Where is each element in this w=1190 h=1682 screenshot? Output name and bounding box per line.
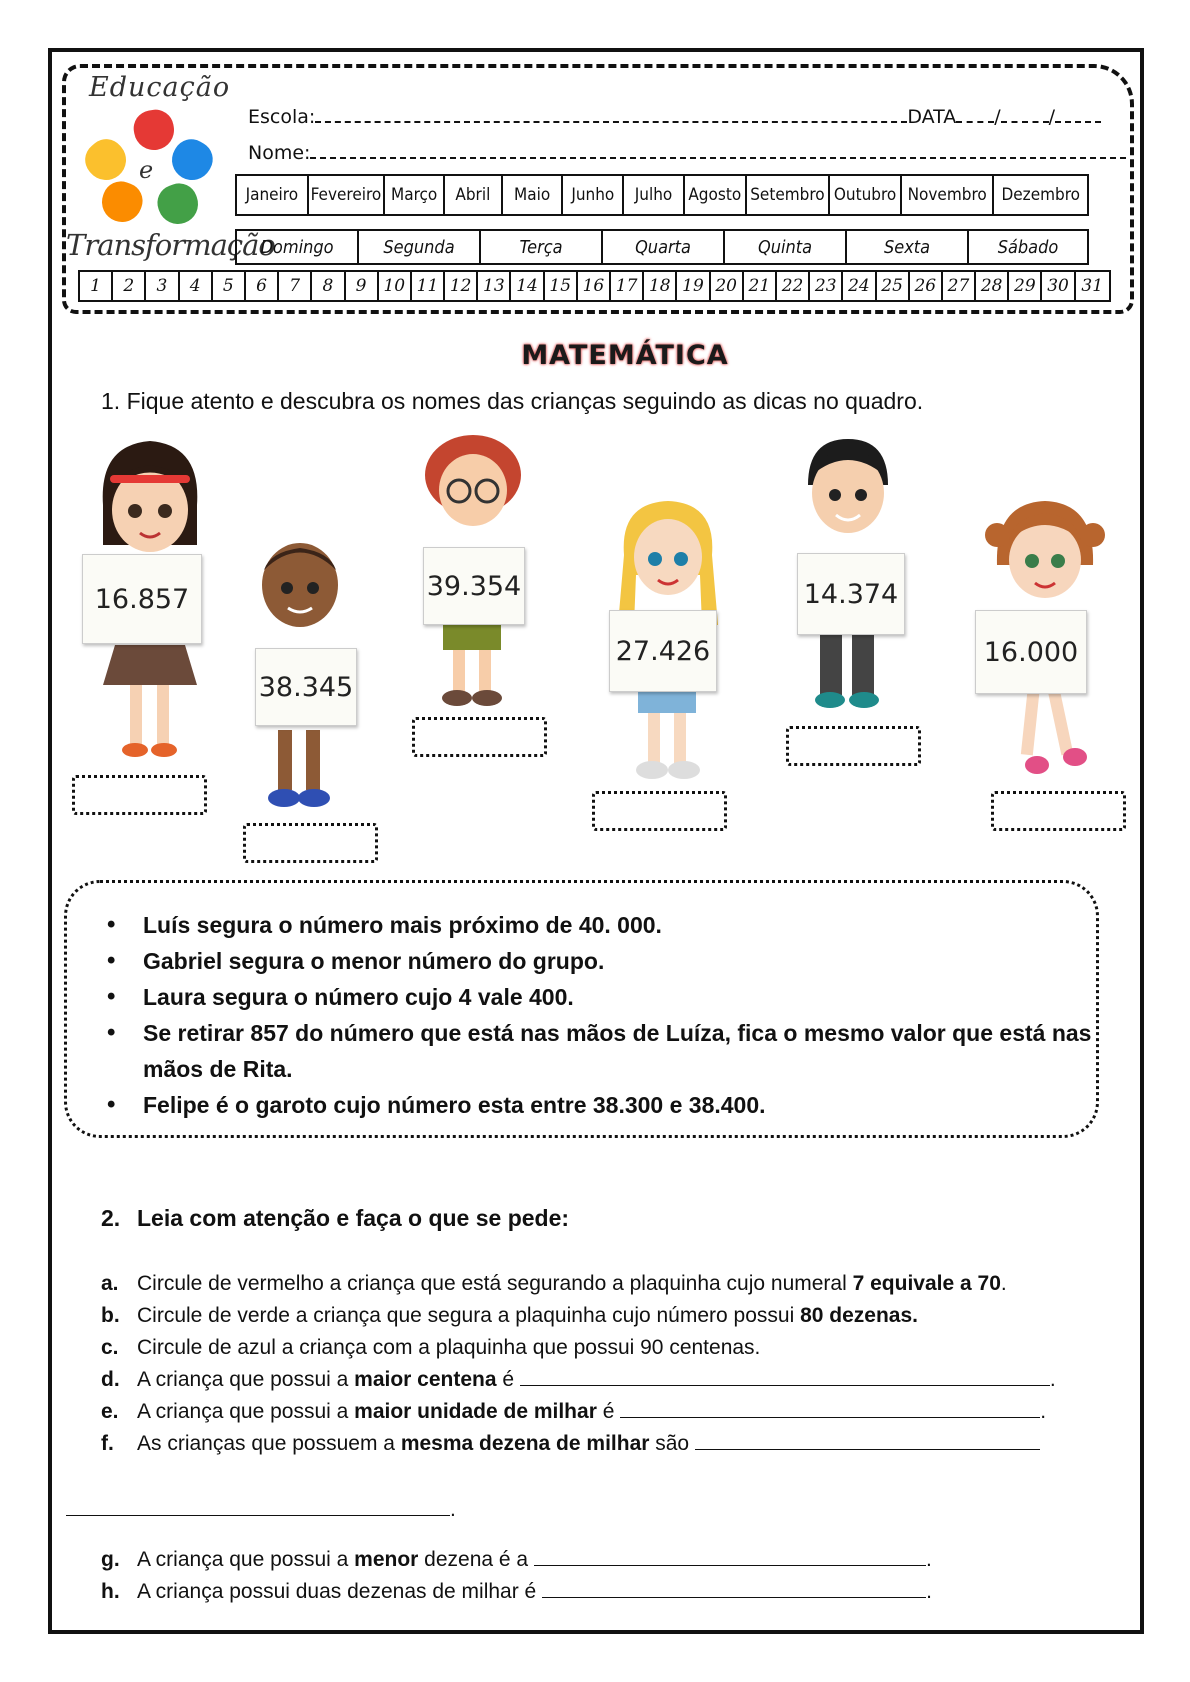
hint-item: • Se retirar 857 do número que está nas mãos de Luíza, fica o mesmo valor que está nas mãos de Rita. xyxy=(105,1015,1095,1087)
day-cell[interactable]: 12 xyxy=(445,272,478,300)
question-2-items-cont xyxy=(101,1544,1101,1608)
day-cell[interactable]: 6 xyxy=(246,272,279,300)
question-2-title: Leia com atenção e faça o que se pede: xyxy=(137,1205,570,1231)
day-cell[interactable]: 4 xyxy=(180,272,213,300)
answer-line-f[interactable] xyxy=(695,1429,1040,1450)
month-cell[interactable]: Setembro xyxy=(747,176,831,214)
logo-top-text: Educação xyxy=(89,72,231,103)
name-field[interactable] xyxy=(310,143,1126,159)
weekday-cell[interactable]: Quinta xyxy=(725,231,847,263)
item-f: f. As crianças que possuem a mesma dezena de milhar são xyxy=(101,1428,1101,1460)
hints-list xyxy=(105,907,1095,1123)
month-cell[interactable]: Abril xyxy=(445,176,503,214)
question-1-text: 1. Fique atento e descubra os nomes das crianças seguindo as dicas no quadro. xyxy=(101,388,924,414)
day-cell[interactable]: 28 xyxy=(976,272,1009,300)
day-cell[interactable]: 5 xyxy=(213,272,246,300)
day-cell[interactable]: 17 xyxy=(611,272,644,300)
weekday-cell[interactable]: Segunda xyxy=(359,231,481,263)
answer-line-e[interactable] xyxy=(620,1397,1040,1418)
item-h: h. A criança possui duas dezenas de milhar é . xyxy=(101,1576,1101,1608)
day-cell[interactable]: 11 xyxy=(412,272,445,300)
question-2-heading xyxy=(101,1205,569,1232)
month-cell[interactable]: Agosto xyxy=(685,176,747,214)
date-day-field[interactable] xyxy=(956,107,994,123)
school-field[interactable] xyxy=(315,107,907,123)
item-c: c. Circule de azul a criança com a plaquinha que possui 90 centenas. xyxy=(101,1336,761,1359)
school-label: Escola: xyxy=(248,106,316,128)
kid-4-answer-box[interactable] xyxy=(592,791,727,831)
item-d: d. A criança que possui a maior centena é . xyxy=(101,1364,1101,1396)
day-cell[interactable]: 14 xyxy=(511,272,544,300)
item-b: b. Circule de verde a criança que segura a plaquinha cujo número possui 80 dezenas. xyxy=(101,1304,918,1327)
hand-orange-icon xyxy=(96,176,147,227)
weekday-cell[interactable]: Sexta xyxy=(847,231,969,263)
day-cell[interactable]: 15 xyxy=(545,272,578,300)
date-year-field[interactable] xyxy=(1055,107,1101,123)
kid-2-sign: 38.345 xyxy=(255,648,357,726)
day-cell[interactable]: 21 xyxy=(744,272,777,300)
day-cell[interactable]: 30 xyxy=(1042,272,1075,300)
day-cell[interactable]: 26 xyxy=(910,272,943,300)
day-cell[interactable]: 7 xyxy=(279,272,312,300)
day-cell[interactable]: 24 xyxy=(843,272,876,300)
name-label: Nome: xyxy=(248,142,311,164)
day-cell[interactable]: 3 xyxy=(146,272,179,300)
item-g: g. A criança que possui a menor dezena é a . xyxy=(101,1544,1101,1576)
item-f-continuation: . xyxy=(66,1495,456,1522)
weekdays-row xyxy=(235,229,1089,265)
hand-red-icon xyxy=(131,107,177,153)
day-cell[interactable]: 27 xyxy=(943,272,976,300)
hand-yellow-icon xyxy=(78,132,134,188)
kid-5-sign: 14.374 xyxy=(797,553,905,635)
day-cell[interactable]: 8 xyxy=(312,272,345,300)
day-cell[interactable]: 2 xyxy=(113,272,146,300)
name-line xyxy=(248,142,1126,164)
hint-item: • Laura segura o número cujo 4 vale 400. xyxy=(105,979,1095,1015)
month-cell[interactable]: Outubro xyxy=(830,176,902,214)
month-cell[interactable]: Dezembro xyxy=(1001,185,1080,205)
kid-2-answer-box[interactable] xyxy=(243,823,378,863)
kid-1-answer-box[interactable] xyxy=(72,775,207,815)
hints-box xyxy=(64,880,1099,1138)
month-cell[interactable]: Maio xyxy=(503,176,564,214)
kid-3-answer-box[interactable] xyxy=(412,717,547,757)
date-month-field[interactable] xyxy=(1001,107,1049,123)
kid-5-answer-box[interactable] xyxy=(786,726,921,766)
kid-3-sign: 39.354 xyxy=(423,547,525,625)
day-cell[interactable]: 31 xyxy=(1081,276,1104,296)
day-cell[interactable]: 10 xyxy=(379,272,412,300)
answer-line-g[interactable] xyxy=(534,1545,926,1566)
date-label: DATA xyxy=(907,106,957,128)
month-cell[interactable]: Junho xyxy=(563,176,624,214)
month-cell[interactable]: Março xyxy=(385,176,445,214)
day-cell[interactable]: 16 xyxy=(578,272,611,300)
weekday-cell[interactable]: Terça xyxy=(481,231,603,263)
kid-6-answer-box[interactable] xyxy=(991,791,1126,831)
days-row xyxy=(78,270,1111,302)
item-a: a. Circule de vermelho a criança que está segurando a plaquinha cujo numeral 7 equivale a 70. xyxy=(101,1272,1007,1295)
weekday-cell[interactable]: Quarta xyxy=(603,231,725,263)
kid-6-sign: 16.000 xyxy=(975,610,1087,694)
answer-line-h[interactable] xyxy=(542,1577,926,1598)
day-cell[interactable]: 13 xyxy=(478,272,511,300)
logo-middle-text: e xyxy=(139,156,154,184)
hint-item: • Felipe é o garoto cujo número esta entre 38.300 e 38.400. xyxy=(105,1087,1095,1123)
hint-item: • Luís segura o número mais próximo de 40. 000. xyxy=(105,907,1095,943)
item-e: e. A criança que possui a maior unidade de milhar é . xyxy=(101,1396,1101,1428)
logo-bottom-text: Transformação xyxy=(66,228,275,262)
day-cell[interactable]: 22 xyxy=(777,272,810,300)
day-cell[interactable]: 18 xyxy=(644,272,677,300)
weekday-cell[interactable]: Domingo xyxy=(237,231,359,263)
months-row xyxy=(235,174,1089,216)
question-2-number: 2. xyxy=(101,1205,121,1231)
answer-line-d[interactable] xyxy=(520,1365,1050,1386)
day-cell[interactable]: 19 xyxy=(677,272,710,300)
day-cell[interactable]: 29 xyxy=(1009,272,1042,300)
day-cell[interactable]: 20 xyxy=(711,272,744,300)
kid-4-sign: 27.426 xyxy=(609,610,717,692)
month-cell[interactable]: Fevereiro xyxy=(309,176,386,214)
weekday-cell[interactable]: Sábado xyxy=(997,236,1059,258)
hand-green-icon xyxy=(152,178,203,229)
hint-item: • Gabriel segura o menor número do grupo. xyxy=(105,943,1095,979)
question-2-items xyxy=(101,1268,1101,1460)
month-cell[interactable]: Novembro xyxy=(902,176,995,214)
month-cell[interactable]: Julho xyxy=(624,176,685,214)
page-title: MATEMÁTICA xyxy=(521,340,729,371)
hand-blue-icon xyxy=(165,133,220,188)
month-cell[interactable]: Janeiro xyxy=(237,176,309,214)
day-cell[interactable]: 1 xyxy=(80,272,113,300)
kid-1-sign: 16.857 xyxy=(82,554,202,644)
day-cell[interactable]: 25 xyxy=(877,272,910,300)
school-line: Escola: DATA / / xyxy=(248,106,1101,128)
day-cell[interactable]: 23 xyxy=(810,272,843,300)
answer-line-f-2[interactable] xyxy=(66,1495,450,1516)
day-cell[interactable]: 9 xyxy=(346,272,379,300)
